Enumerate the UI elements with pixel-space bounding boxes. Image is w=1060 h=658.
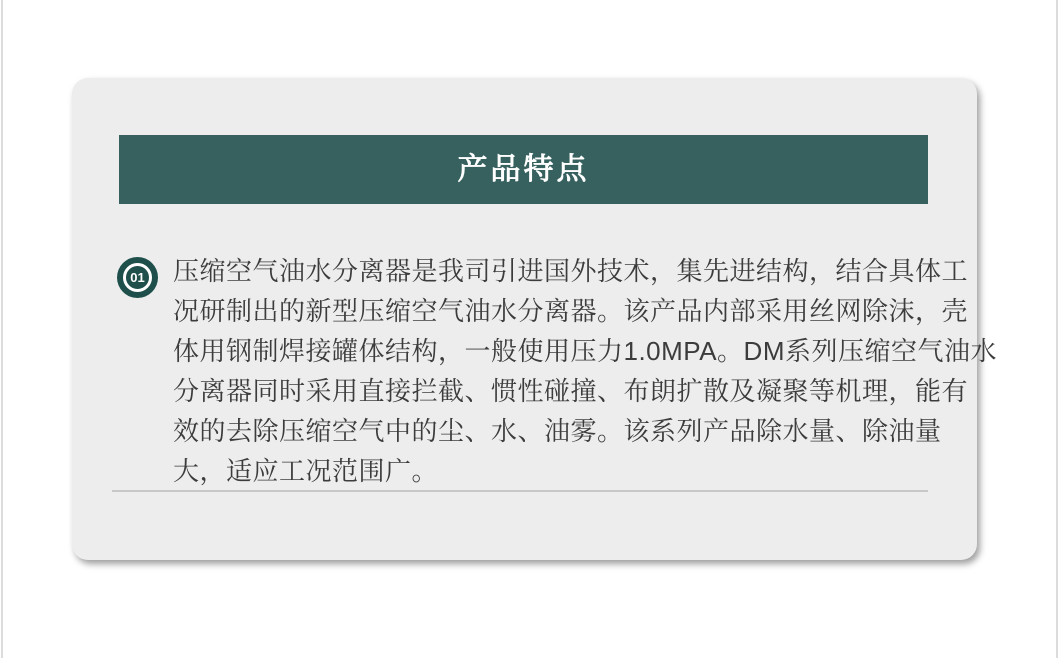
feature-description-line: 效的去除压缩空气中的尘、水、油雾。该系列产品除水量、除油量 (173, 416, 942, 446)
feature-number-label: 01 (130, 270, 145, 285)
feature-description (173, 251, 997, 491)
feature-description-line: 况研制出的新型压缩空气油水分离器。该产品内部采用丝网除沫，壳 (173, 296, 969, 326)
feature-number-badge (117, 257, 158, 298)
section-header-bar (119, 135, 928, 204)
feature-number-badge-ring (123, 263, 152, 292)
feature-description-line: 压缩空气油水分离器是我司引进国外技术，集先进结构，结合具体工 (173, 256, 969, 286)
left-edge-divider (1, 0, 3, 658)
right-edge-divider (1056, 0, 1058, 658)
divider-line (112, 490, 928, 492)
feature-description-line: 分离器同时采用直接拦截、惯性碰撞、布朗扩散及凝聚等机理，能有 (173, 376, 969, 406)
feature-description-line: 体用钢制焊接罐体结构，一般使用压力1.0MPA。DM系列压缩空气油水 (173, 336, 997, 366)
product-features-card (72, 78, 997, 560)
section-title: 产品特点 (457, 152, 590, 186)
feature-description-line: 大，适应工况范围广。 (173, 456, 439, 486)
